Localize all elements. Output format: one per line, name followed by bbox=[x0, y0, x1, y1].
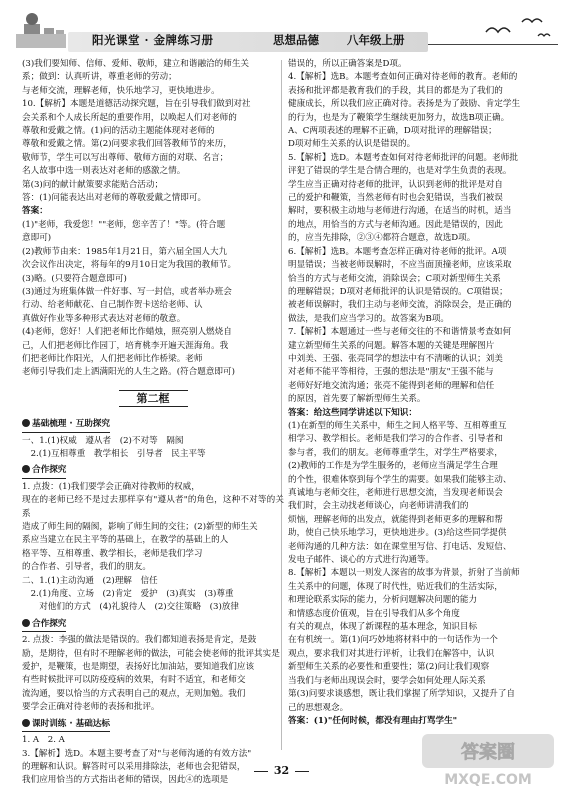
text-line: 敬师节，学生可以写出尊师、敬师方面的对联、名言； bbox=[22, 152, 229, 163]
text-line: 我们时，会主动找老师谈心，向老师讲清我们的 bbox=[288, 501, 469, 512]
header-rule bbox=[428, 44, 558, 45]
text-line: 的原因，首先要了解新型师生关系。 bbox=[288, 394, 426, 405]
text-line: 6.【解析】选B。本题考查怎样正确对待老师的批评。A项 bbox=[288, 246, 507, 257]
text-line: 相学习、教学相长。老师是我们学习的合作者、引导者和 bbox=[288, 434, 503, 445]
text-line: 现在的老师已经不是过去那样享有"遵从者"的角色，这种不对等的关系 bbox=[22, 495, 284, 519]
series-title: 阳光课堂 · 金牌练习册 bbox=[92, 33, 214, 47]
text-line: 己的爱护和鞭策，当然老师有时也会犯错误，当我们被误 bbox=[288, 193, 503, 204]
right-column bbox=[288, 58, 550, 728]
text-line: 的地点，用恰当的方式与老师沟通。因此是错误的，因此 bbox=[288, 219, 503, 230]
text-line: 1. A 2. A bbox=[22, 735, 65, 746]
text-line: 生关系中的问题，体现了时代性，贴近我们的生活实际， bbox=[288, 581, 503, 592]
text-line: 在有机统一。第(1)问巧妙地将材料中的一句话作为一个 bbox=[288, 635, 498, 646]
text-line: 观点，要求我们对其进行评析，让我们在解答中，认识 bbox=[288, 648, 495, 659]
text-line: 对他们的方式 (4)礼貌待人 (2)交往策略 (3)放律 bbox=[22, 602, 239, 613]
text-line: 1. 点拨：(1)我们要学会正确对待教师的权威， bbox=[22, 481, 200, 492]
text-line: 老师引导我们走上洒满阳光的人生之路。(符合题意即可) bbox=[22, 367, 235, 378]
text-line: (3)我们要知师、信师、爱师、敬师，建立和谐融洽的师生关 bbox=[22, 59, 250, 69]
text-line: 第(3)问要求谈感想，既让我们掌握了所学知识，又提升了自 bbox=[288, 689, 516, 700]
text-line: 被老师误解时，我们主动与老师交流，消除误会，是正确的 bbox=[288, 300, 512, 311]
text-line: 当我们与老师出现误会时，要学会如何处理人际关系 bbox=[288, 675, 486, 686]
text-line: 发电子邮件、谈心的方式进行沟通等。 bbox=[288, 555, 435, 566]
text-line: 一、1.(1)权威 遵从者 (2)不对等 隔阂 bbox=[22, 435, 184, 446]
text-line: 中刘美、王强、张亮同学的想法中有不清晰的认识；刘美 bbox=[288, 353, 503, 364]
text-line: 恰当的方式与老师交流，消除误会；C项对新型师生关系 bbox=[288, 273, 501, 284]
text-line: 系；做到：认真听讲，尊重老师的劳动； bbox=[22, 72, 177, 83]
text-line: 学生应当正确对待老师的批评，认识到老师的批评是对自 bbox=[288, 179, 503, 190]
text-line: 名人故事中选一则表达对老师的感激之情。 bbox=[22, 166, 186, 177]
text-line: 评犯了错误的学生是合情合理的，也是对学生负责的表现。 bbox=[288, 166, 512, 177]
text-line: A、C两项表述的理解不正确，D项对批评的理解错误； bbox=[288, 126, 497, 137]
text-line: 健康成长，所以我们应正确对待。表扬是为了鼓励、肯定学生 bbox=[288, 99, 521, 110]
subhead-text: 合作探究 bbox=[32, 618, 67, 629]
text-line: 的合作者、引导者，我们的朋友。 bbox=[22, 562, 151, 573]
text-line: 尊敬和爱戴之情。第(2)问要求我们回答教师节的来历， bbox=[22, 139, 232, 150]
text-line: (1)在新型的师生关系中，师生之间人格平等、互相尊重互 bbox=[288, 420, 507, 431]
grade-title: 八年级上册 bbox=[347, 33, 405, 47]
text-line: 意即可) bbox=[22, 233, 52, 244]
text-line: 次会议作出决定，将每年的9月10日定为我国的教师节。 bbox=[22, 260, 237, 271]
text-line: 励，是期待，但有时不理解老师的做法，可能会使老师的批评其实是 bbox=[22, 648, 280, 659]
text-line: 的理解错误；D项对老师批评的认识是错误的。C项错误； bbox=[288, 286, 508, 297]
page-header bbox=[8, 10, 555, 52]
text-line: 表扬和批评都是教育我们的手段，其目的都是为了我们的 bbox=[288, 85, 503, 96]
text-line: (1)"老师，我爱您！""老师，您辛苦了！"等。(符合题 bbox=[22, 219, 226, 230]
text-line: 答：(1)问能表达出对老师的尊敬爱戴之情即可。 bbox=[22, 193, 207, 204]
svg-text:答案圈: 答案圈 bbox=[461, 742, 515, 763]
subhead-text: 课时训练 · 基础达标 bbox=[32, 718, 110, 729]
text-line: 和理论联系实际的能力，分析问题解决问题的能力 bbox=[288, 595, 478, 606]
text-line: 第(3)问的献计献策要求能贴合活动； bbox=[22, 179, 164, 190]
text-line: 7.【解析】本题通过一些与老师交往的不和谐情景考查如何 bbox=[288, 327, 512, 338]
left-column bbox=[22, 58, 284, 788]
text-line: 老师沟通的几种方法：如在课堂里写信、打电话、发短信、 bbox=[288, 541, 512, 552]
reading-student-logo-icon bbox=[10, 10, 72, 50]
site-watermark-logo bbox=[420, 730, 558, 790]
text-line: 有些时候批评可以防疫疫病的效果，有时不适宜，和老师交 bbox=[22, 675, 246, 686]
text-line: 造成了师生间的隔阂，影响了师生间的交往；(2)新型的师生关 bbox=[22, 522, 258, 532]
bullet-icon bbox=[22, 719, 30, 727]
text-line: D项对师生关系的认识是错误的。 bbox=[288, 139, 416, 150]
section-title bbox=[22, 390, 284, 407]
text-line: 明显错误；当被老师误解时，不应当面顶撞老师，应该采取 bbox=[288, 260, 512, 271]
text-line: 的行为，也是为了鞭策学生继续更加努力，故选B项正确。 bbox=[288, 112, 510, 123]
text-line: 对老师不能平等相待，王强的想法是"朋友"王强不能与 bbox=[288, 367, 494, 378]
text-line: 做法，是我们应当学习的。故答案为B项。 bbox=[288, 313, 450, 324]
text-line: 4.【解析】选B。本题考查如何正确对待老师的教育。老师的 bbox=[288, 72, 518, 83]
footer-dash bbox=[295, 771, 309, 772]
text-line: (2)教师的工作是为学生服务的，老师应当满足学生合理 bbox=[288, 461, 498, 472]
text-line: 2. 点拨：李强的做法是错误的。我们都知道表扬是肯定，是鼓 bbox=[22, 635, 257, 646]
text-line: 和情感态度价值观，旨在引导我们从多个角度 bbox=[288, 608, 460, 619]
page-number: 32 bbox=[273, 764, 290, 777]
footer-dash bbox=[254, 771, 268, 772]
text-line: (4)老师，您好！人们把老师比作蜡烛，照亮别人燃烧自 bbox=[22, 327, 232, 338]
subhead-text: 合作探究 bbox=[32, 465, 67, 476]
text-line: 的，应当先排除，②③④都符合题意，故选D项。 bbox=[288, 233, 476, 244]
text-line: 己的思想观念。 bbox=[288, 702, 349, 713]
text-line: 10.【解析】本题是道德活动探究题，旨在引导我们做到对社 bbox=[22, 99, 251, 110]
text-line: 行动、给老师献花、自己制作贺卡送给老师、认 bbox=[22, 300, 203, 311]
text-line: 的理解和认识。解答时可以采用排除法，老师也会犯错误， bbox=[22, 761, 246, 772]
text-line: 二、1.(1)主动沟通 (2)理解 信任 bbox=[22, 575, 158, 586]
text-line: 的个性，很难体察到每个学生的需要。如果我们能够主动、 bbox=[288, 474, 512, 485]
text-line: 建立新型师生关系的问题。解答本题的关键是理解图片 bbox=[288, 340, 495, 351]
text-line: 爱护，是鞭策，也是期望，表扬好比加油站，要知道我们应该 bbox=[22, 662, 255, 673]
bullet-icon bbox=[22, 619, 30, 627]
text-line: 2.(1)角度、立场 (2)肯定 爱护 (3)真实 (3)尊重 bbox=[22, 589, 234, 600]
text-line: 新型师生关系的必要性和重要性；第(2)问让我们观察 bbox=[288, 662, 490, 673]
text-line: 会关系和个人成长所起的重要作用，以唤起人们对老师的 bbox=[22, 112, 237, 123]
text-line: 错误的，所以正确答案是D项。 bbox=[288, 59, 407, 69]
subhead-practice bbox=[22, 718, 110, 732]
text-line: 尊敬和爱戴之情。(1)问的活动主题能体现对老师的 bbox=[22, 126, 215, 137]
text-line: (3)通过为班集体做一件好事、写一封信，或者举办班会 bbox=[22, 286, 232, 297]
answer-label: 答案： bbox=[22, 206, 48, 217]
text-line: 5.【解析】选D。本题考查如何对待老师批评的问题。老师批 bbox=[288, 152, 518, 163]
section-title-text: 第二框 bbox=[119, 390, 188, 407]
answer-label: 答案：给这些同学讲述以下知识： bbox=[288, 407, 417, 418]
bullet-icon bbox=[22, 465, 30, 473]
text-line: 己，人们把老师比作园丁，培育桃李开遍天涯海角。我 bbox=[22, 340, 229, 351]
text-line: 流沟通，要以恰当的方式表明自己的观点，无则加勉。我们 bbox=[22, 688, 246, 699]
text-line: 2.(1)互相尊重 教学相长 引导者 民主平等 bbox=[22, 448, 206, 459]
answer-line: 答案：(1)"任何时候，都没有理由打骂学生" bbox=[288, 715, 458, 726]
subject-title: 思想品德 bbox=[273, 33, 319, 47]
text-line: 我们应用恰当的方式指出老师的错误，因此④的选项是 bbox=[22, 775, 229, 786]
text-line: 真做好作业等多种形式表达对老师的敬意。 bbox=[22, 313, 186, 324]
subhead-text: 基础梳理 · 互助探究 bbox=[32, 419, 110, 430]
text-line: 系应当建立在民主平等的基础上，在教学的基础上的人 bbox=[22, 535, 229, 546]
question-10 bbox=[22, 98, 284, 380]
text-line: 有关的观点，体现了新课程的基本理念，知识目标 bbox=[288, 622, 478, 633]
text-line: (3)略。(只要符合题意即可) bbox=[22, 273, 127, 284]
text-line: 老师好好地交流沟通；张亮不能得到老师的理解和信任 bbox=[288, 380, 495, 391]
text-line: 格平等、互相尊重、教学相长，老师是我们学习 bbox=[22, 548, 203, 559]
svg-text:MXQE.COM: MXQE.COM bbox=[444, 772, 532, 788]
page-footer bbox=[0, 764, 563, 777]
subhead-basic bbox=[22, 418, 110, 432]
text-line: 烦恼，理解老师的出发点，就能得到老师更多的理解和帮 bbox=[288, 514, 503, 525]
text-line: 解时，要积极主动地与老师进行沟通，在适当的时机，适当 bbox=[288, 206, 512, 217]
text-line: 们把老师比作阳光，人们把老师比作桥梁。老师 bbox=[22, 353, 203, 364]
flying-birds-icon bbox=[478, 14, 558, 44]
text-line: 要学会正确对待老师的表扬和批评。 bbox=[22, 702, 160, 713]
text-line: 助，使自己快乐地学习，更快地进步。(3)给这些同学提供 bbox=[288, 528, 507, 539]
text-line: 与老师交流，理解老师，快乐地学习，更快地进步。 bbox=[22, 85, 220, 96]
bullet-icon bbox=[22, 419, 30, 427]
subhead-explore bbox=[22, 464, 66, 478]
text-line: (2)教师节由来：1985年1月21日，第六届全国人大九 bbox=[22, 246, 228, 257]
text-line: 参与者，我们的朋友。老师尊重学生，对学生严格要求， bbox=[288, 447, 503, 458]
text-line: 真诚地与老师交往，老师进行思想交流，当发现老师误会 bbox=[288, 488, 503, 498]
left-top-block bbox=[22, 58, 284, 98]
subhead-coop bbox=[22, 618, 66, 632]
text-line: 3.【解析】选D。本题主要考查了对"与老师沟通的有效方法" bbox=[22, 748, 252, 759]
text-line: 8.【解析】本题以一则发人深省的故事为背景，折射了当前师 bbox=[288, 568, 520, 579]
